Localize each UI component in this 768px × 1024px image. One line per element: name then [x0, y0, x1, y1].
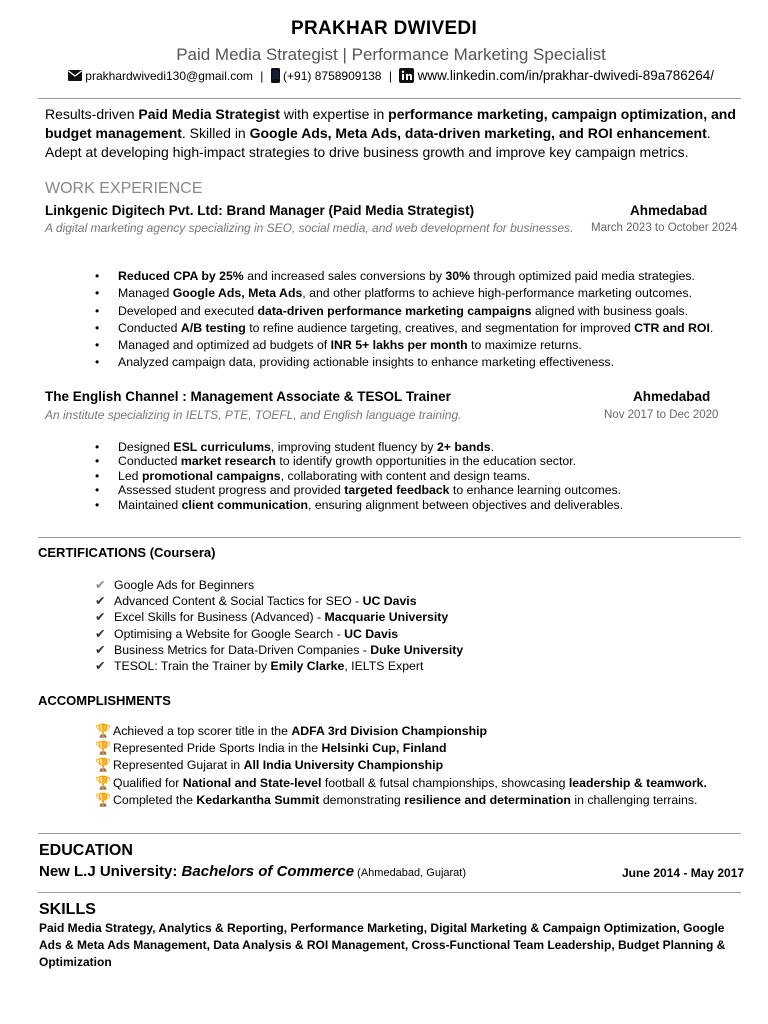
summary-bold: Paid Media Strategist — [138, 106, 280, 122]
contact-line — [0, 68, 768, 86]
summary — [45, 105, 745, 162]
check-icon: ✔ — [95, 658, 106, 673]
resume-subtitle: Paid Media Strategist | Performance Marketing Specialist — [176, 45, 606, 64]
separator: | — [260, 69, 264, 84]
check-icon: ✔ — [95, 594, 106, 609]
accomplishment-item: 🏆 Achieved a top scorer title in the ADFA 3rd Division Championship — [95, 723, 488, 738]
accomplishment-item: 🏆 Completed the Kedarkantha Summit demonstrating resilience and determination in challenging terrains. — [95, 791, 698, 807]
certification-item: ✔ Excel Skills for Business (Advanced) - Macquarie University — [95, 610, 449, 625]
check-icon: ✔ — [95, 626, 106, 641]
job-location: Ahmedabad — [633, 389, 711, 404]
job-bullet: • Designed ESL curriculums, improving student fluency by 2+ bands. — [95, 440, 623, 454]
school-name: New L.J University: — [39, 863, 182, 880]
section-divider — [38, 833, 741, 834]
summary-text: Results-driven — [45, 106, 139, 122]
accomplishment-item: 🏆 Represented Gujarat in All India University Championship — [95, 757, 444, 773]
certification-item: ✔ TESOL: Train the Trainer by Emily Clarke, IELTS Expert — [95, 658, 424, 673]
accomplishments-list — [95, 723, 707, 809]
trophy-icon: 🏆 — [95, 723, 112, 738]
certification-item: ✔ Business Metrics for Data-Driven Companies - Duke University — [95, 642, 464, 657]
trophy-icon: 🏆 — [95, 774, 112, 790]
summary-text: . Adept at developing high-impact strategies to drive business growth and improve key campaign metrics. — [45, 125, 711, 160]
email-link[interactable]: prakhardwivedi130@gmail.com — [85, 69, 253, 84]
job-bullet: • Reduced CPA by 25% and increased sales conversions by 30% through optimized paid media strategies. — [95, 268, 713, 285]
job-description: A digital marketing agency specializing in SEO, social media, and web development for businesses. — [45, 221, 574, 235]
certification-item: ✔ Google Ads for Beginners — [95, 578, 255, 592]
accomplishments-heading: ACCOMPLISHMENTS — [38, 693, 171, 708]
section-divider — [38, 892, 741, 893]
job-bullet: • Managed Google Ads, Meta Ads, and other platforms to achieve high-performance marketing outcomes. — [95, 285, 713, 302]
email-icon — [68, 70, 82, 84]
education-entry — [39, 863, 466, 880]
accomplishment-item: 🏆 Represented Pride Sports India in the Helsinki Cup, Finland — [95, 740, 447, 756]
skills-list: Paid Media Strategy, Analytics & Reporting, Performance Marketing, Digital Marketing & Campaign Optimization, Google Ads & Meta Ads Management, Data Analysis & ROI Management, Cross-Functional Team Leadership, Budget Planning & Optimization — [39, 921, 726, 969]
separator: | — [388, 69, 392, 84]
linkedin-link[interactable]: www.linkedin.com/in/prakhar-dwivedi-89a786264/ — [417, 68, 715, 84]
job-bullet: • Conducted market research to identify growth opportunities in the education sector. — [95, 454, 623, 468]
check-icon: ✔ — [95, 578, 106, 592]
check-icon: ✔ — [95, 642, 106, 657]
education-date: June 2014 - May 2017 — [622, 866, 745, 880]
linkedin-icon — [399, 68, 414, 86]
job-bullet: • Maintained client communication, ensuring alignment between objectives and deliverables. — [95, 498, 623, 512]
job-title: The English Channel : Management Associate & TESOL Trainer — [45, 389, 451, 404]
resume-name: PRAKHAR DWIVEDI — [290, 18, 478, 39]
job-bullet: • Developed and executed data-driven performance marketing campaigns aligned with business goals. — [95, 303, 713, 320]
trophy-icon: 🏆 — [95, 791, 112, 807]
degree: Bachelors of Commerce — [181, 863, 355, 880]
job-bullet: • Analyzed campaign data, providing actionable insights to enhance marketing effectiveness. — [95, 354, 713, 371]
accomplishment-item: 🏆 Qualified for National and State-level football & futsal championships, showcasing leadership & teamwork. — [95, 774, 707, 790]
skills-heading: SKILLS — [39, 901, 96, 918]
trophy-icon: 🏆 — [95, 740, 112, 756]
summary-bold: performance marketing, campaign optimization, and budget management — [45, 106, 736, 141]
education-heading: EDUCATION — [39, 842, 133, 859]
job-bullets — [95, 268, 713, 372]
header-divider — [38, 98, 741, 99]
summary-bold: Google Ads, Meta Ads, data-driven marketing, and ROI enhancement — [249, 125, 707, 141]
phone-number[interactable]: (+91) 8758909138 — [283, 69, 382, 84]
job-bullet: • Managed and optimized ad budgets of INR 5+ lakhs per month to maximize returns. — [95, 337, 713, 354]
job-bullets — [95, 440, 623, 512]
certification-item: ✔ Optimising a Website for Google Search - UC Davis — [95, 626, 399, 641]
work-experience-heading: WORK EXPERIENCE — [45, 180, 203, 197]
job-location: Ahmedabad — [630, 203, 708, 218]
phone-icon — [271, 68, 280, 86]
certification-item: ✔ Advanced Content & Social Tactics for SEO - UC Davis — [95, 594, 417, 609]
job-bullet: • Led promotional campaigns, collaborating with content and design teams. — [95, 469, 623, 483]
job-date: Nov 2017 to Dec 2020 — [604, 409, 719, 421]
certifications-heading: CERTIFICATIONS (Coursera) — [38, 545, 216, 560]
summary-text: with expertise in — [279, 106, 389, 122]
school-location: (Ahmedabad, Gujarat) — [354, 867, 466, 879]
job-date: March 2023 to October 2024 — [591, 222, 738, 234]
job-title: Linkgenic Digitech Pvt. Ltd: Brand Manager (Paid Media Strategist) — [45, 203, 475, 218]
certifications-list — [95, 578, 463, 675]
job-bullet: • Conducted A/B testing to refine audience targeting, creatives, and segmentation for improved CTR and ROI. — [95, 320, 713, 337]
trophy-icon: 🏆 — [95, 757, 112, 773]
job-bullet: • Assessed student progress and provided targeted feedback to enhance learning outcomes. — [95, 483, 623, 497]
job-description: An institute specializing in IELTS, PTE, TOEFL, and English language training. — [45, 408, 462, 422]
summary-text: . Skilled in — [181, 125, 250, 141]
check-icon: ✔ — [95, 610, 106, 625]
section-divider — [38, 537, 741, 538]
